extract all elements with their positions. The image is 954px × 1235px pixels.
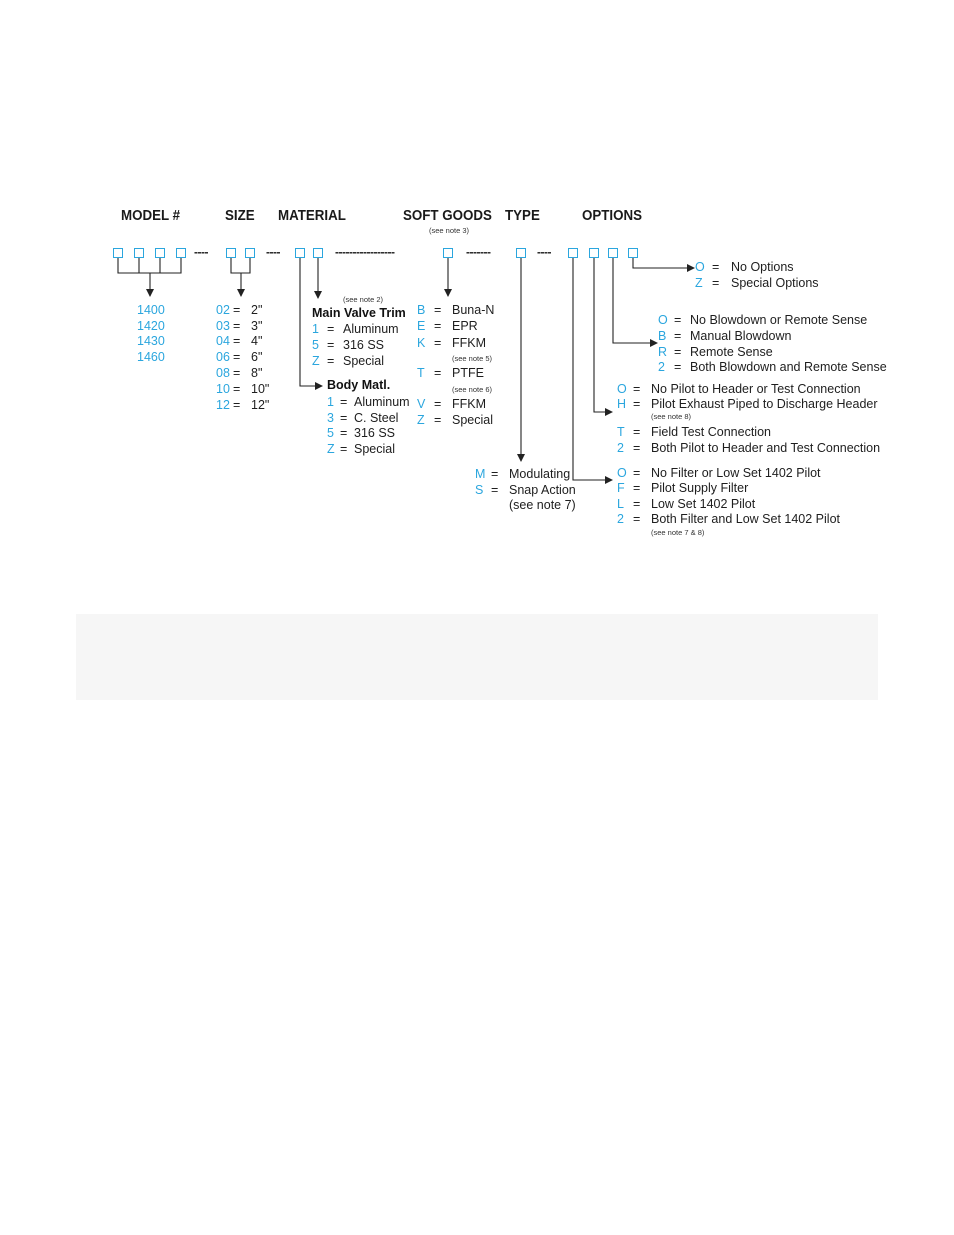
soft-goods-value: Special	[452, 413, 493, 427]
separator-dash: -----------------	[335, 245, 395, 259]
soft-goods-code: E	[417, 319, 426, 333]
size-code: 02	[216, 303, 230, 317]
body-code: Z	[327, 442, 335, 456]
soft-goods-note: (see note 3)	[429, 226, 470, 235]
soft-goods-note-6: (see note 6)	[452, 385, 493, 394]
option4-value: Pilot Supply Filter	[651, 481, 749, 495]
option1-value: Special Options	[731, 276, 819, 290]
soft-goods-eq: =	[434, 413, 442, 427]
option3-value: Pilot Exhaust Piped to Discharge Header	[651, 397, 878, 411]
body-value: 316 SS	[354, 426, 396, 440]
separator-dash: ----	[537, 245, 551, 259]
option4-eq: =	[633, 497, 641, 511]
size-eq: =	[233, 303, 241, 317]
option2-eq: =	[674, 345, 682, 359]
option1-code: O	[695, 260, 705, 274]
soft-goods-eq: =	[434, 336, 442, 350]
body-code: 3	[327, 411, 334, 425]
option4-note: (see note 7 & 8)	[651, 528, 705, 537]
type-code: S	[475, 483, 484, 497]
body-eq: =	[340, 395, 348, 409]
size-value: 2"	[251, 303, 263, 317]
option4-code: O	[617, 466, 627, 480]
header-soft-goods: SOFT GOODS	[403, 208, 492, 224]
size-eq: =	[233, 350, 241, 364]
option2-eq: =	[674, 313, 682, 327]
trim-value: Aluminum	[343, 322, 399, 336]
model-number: 1420	[137, 319, 165, 333]
soft-goods-note-5: (see note 5)	[452, 354, 493, 363]
option2-code: R	[658, 345, 668, 359]
header-type: TYPE	[505, 208, 540, 224]
size-code: 04	[216, 334, 230, 348]
type-eq: =	[491, 467, 499, 481]
option3-eq: =	[633, 441, 641, 455]
body-value: C. Steel	[354, 411, 399, 425]
option4-value: Low Set 1402 Pilot	[651, 497, 756, 511]
size-code: 03	[216, 319, 230, 333]
soft-goods-value: PTFE	[452, 366, 484, 380]
body-value: Special	[354, 442, 395, 456]
soft-goods-code: T	[417, 366, 425, 380]
option2-eq: =	[674, 360, 682, 374]
soft-goods-code: Z	[417, 413, 425, 427]
option4-eq: =	[633, 466, 641, 480]
option2-value: Remote Sense	[690, 345, 773, 359]
soft-goods-value: FFKM	[452, 336, 487, 350]
option1-eq: =	[712, 276, 720, 290]
size-value: 4"	[251, 334, 263, 348]
body-eq: =	[340, 426, 348, 440]
option4-eq: =	[633, 512, 641, 526]
size-value: 10"	[251, 382, 270, 396]
trim-note: (see note 2)	[343, 295, 384, 304]
option3-eq: =	[633, 397, 641, 411]
model-number: 1460	[137, 350, 165, 364]
header-options: OPTIONS	[582, 208, 643, 224]
option2-code: 2	[658, 360, 665, 374]
option3-value: Field Test Connection	[651, 425, 771, 439]
option4-eq: =	[633, 481, 641, 495]
separator-dash: ----	[194, 245, 208, 259]
size-eq: =	[233, 334, 241, 348]
size-value: 8"	[251, 366, 263, 380]
size-code: 08	[216, 366, 230, 380]
soft-goods-eq: =	[434, 319, 442, 333]
size-code: 06	[216, 350, 230, 364]
option3-code: H	[617, 397, 627, 411]
size-eq: =	[233, 398, 241, 412]
size-code: 12	[216, 398, 230, 412]
notes-panel	[76, 614, 878, 700]
size-eq: =	[233, 319, 241, 333]
option2-value: Manual Blowdown	[690, 329, 792, 343]
option3-code: O	[617, 382, 627, 396]
model-number: 1400	[137, 303, 165, 317]
type-eq: =	[491, 483, 499, 497]
size-code: 10	[216, 382, 230, 396]
type-code: M	[475, 467, 486, 481]
size-value: 12"	[251, 398, 270, 412]
header-material: MATERIAL	[278, 208, 346, 224]
header-model: MODEL #	[121, 208, 181, 224]
option4-value: No Filter or Low Set 1402 Pilot	[651, 466, 821, 480]
option4-code: L	[617, 497, 624, 511]
trim-value: 316 SS	[343, 338, 385, 352]
option1-value: No Options	[731, 260, 794, 274]
trim-code: 5	[312, 338, 319, 352]
body-code: 5	[327, 426, 334, 440]
option3-code: T	[617, 425, 625, 439]
type-value: Snap Action	[509, 483, 576, 497]
soft-goods-eq: =	[434, 303, 442, 317]
trim-eq: =	[327, 338, 335, 352]
soft-goods-value: EPR	[452, 319, 478, 333]
body-code: 1	[327, 395, 334, 409]
type-value: Modulating	[509, 467, 571, 481]
option4-value: Both Filter and Low Set 1402 Pilot	[651, 512, 841, 526]
option3-eq: =	[633, 382, 641, 396]
trim-value: Special	[343, 354, 384, 368]
trim-title: Main Valve Trim	[312, 306, 406, 320]
trim-eq: =	[327, 354, 335, 368]
soft-goods-code: K	[417, 336, 426, 350]
separator-dash: ----	[266, 245, 280, 259]
header-size: SIZE	[225, 208, 255, 224]
option2-code: B	[658, 329, 667, 343]
body-eq: =	[340, 442, 348, 456]
option1-code: Z	[695, 276, 703, 290]
size-eq: =	[233, 382, 241, 396]
option2-value: Both Blowdown and Remote Sense	[690, 360, 887, 374]
type-note: (see note 7)	[509, 498, 576, 512]
soft-goods-eq: =	[434, 366, 442, 380]
separator-dash: -------	[466, 245, 491, 259]
option4-code: 2	[617, 512, 624, 526]
body-eq: =	[340, 411, 348, 425]
trim-eq: =	[327, 322, 335, 336]
size-value: 6"	[251, 350, 263, 364]
soft-goods-code: V	[417, 397, 426, 411]
option1-eq: =	[712, 260, 720, 274]
soft-goods-value: FFKM	[452, 397, 487, 411]
trim-code: Z	[312, 354, 320, 368]
option4-code: F	[617, 481, 625, 495]
soft-goods-value: Buna-N	[452, 303, 495, 317]
soft-goods-code: B	[417, 303, 426, 317]
option3-eq: =	[633, 425, 641, 439]
size-value: 3"	[251, 319, 263, 333]
soft-goods-eq: =	[434, 397, 442, 411]
option3-value: No Pilot to Header or Test Connection	[651, 382, 861, 396]
option2-code: O	[658, 313, 668, 327]
trim-code: 1	[312, 322, 319, 336]
model-number: 1430	[137, 334, 165, 348]
option3-value: Both Pilot to Header and Test Connection	[651, 441, 881, 455]
option3-note: (see note 8)	[651, 412, 692, 421]
option2-eq: =	[674, 329, 682, 343]
option2-value: No Blowdown or Remote Sense	[690, 313, 868, 327]
option3-code: 2	[617, 441, 624, 455]
body-material-title: Body Matl.	[327, 378, 391, 392]
size-eq: =	[233, 366, 241, 380]
body-value: Aluminum	[354, 395, 410, 409]
